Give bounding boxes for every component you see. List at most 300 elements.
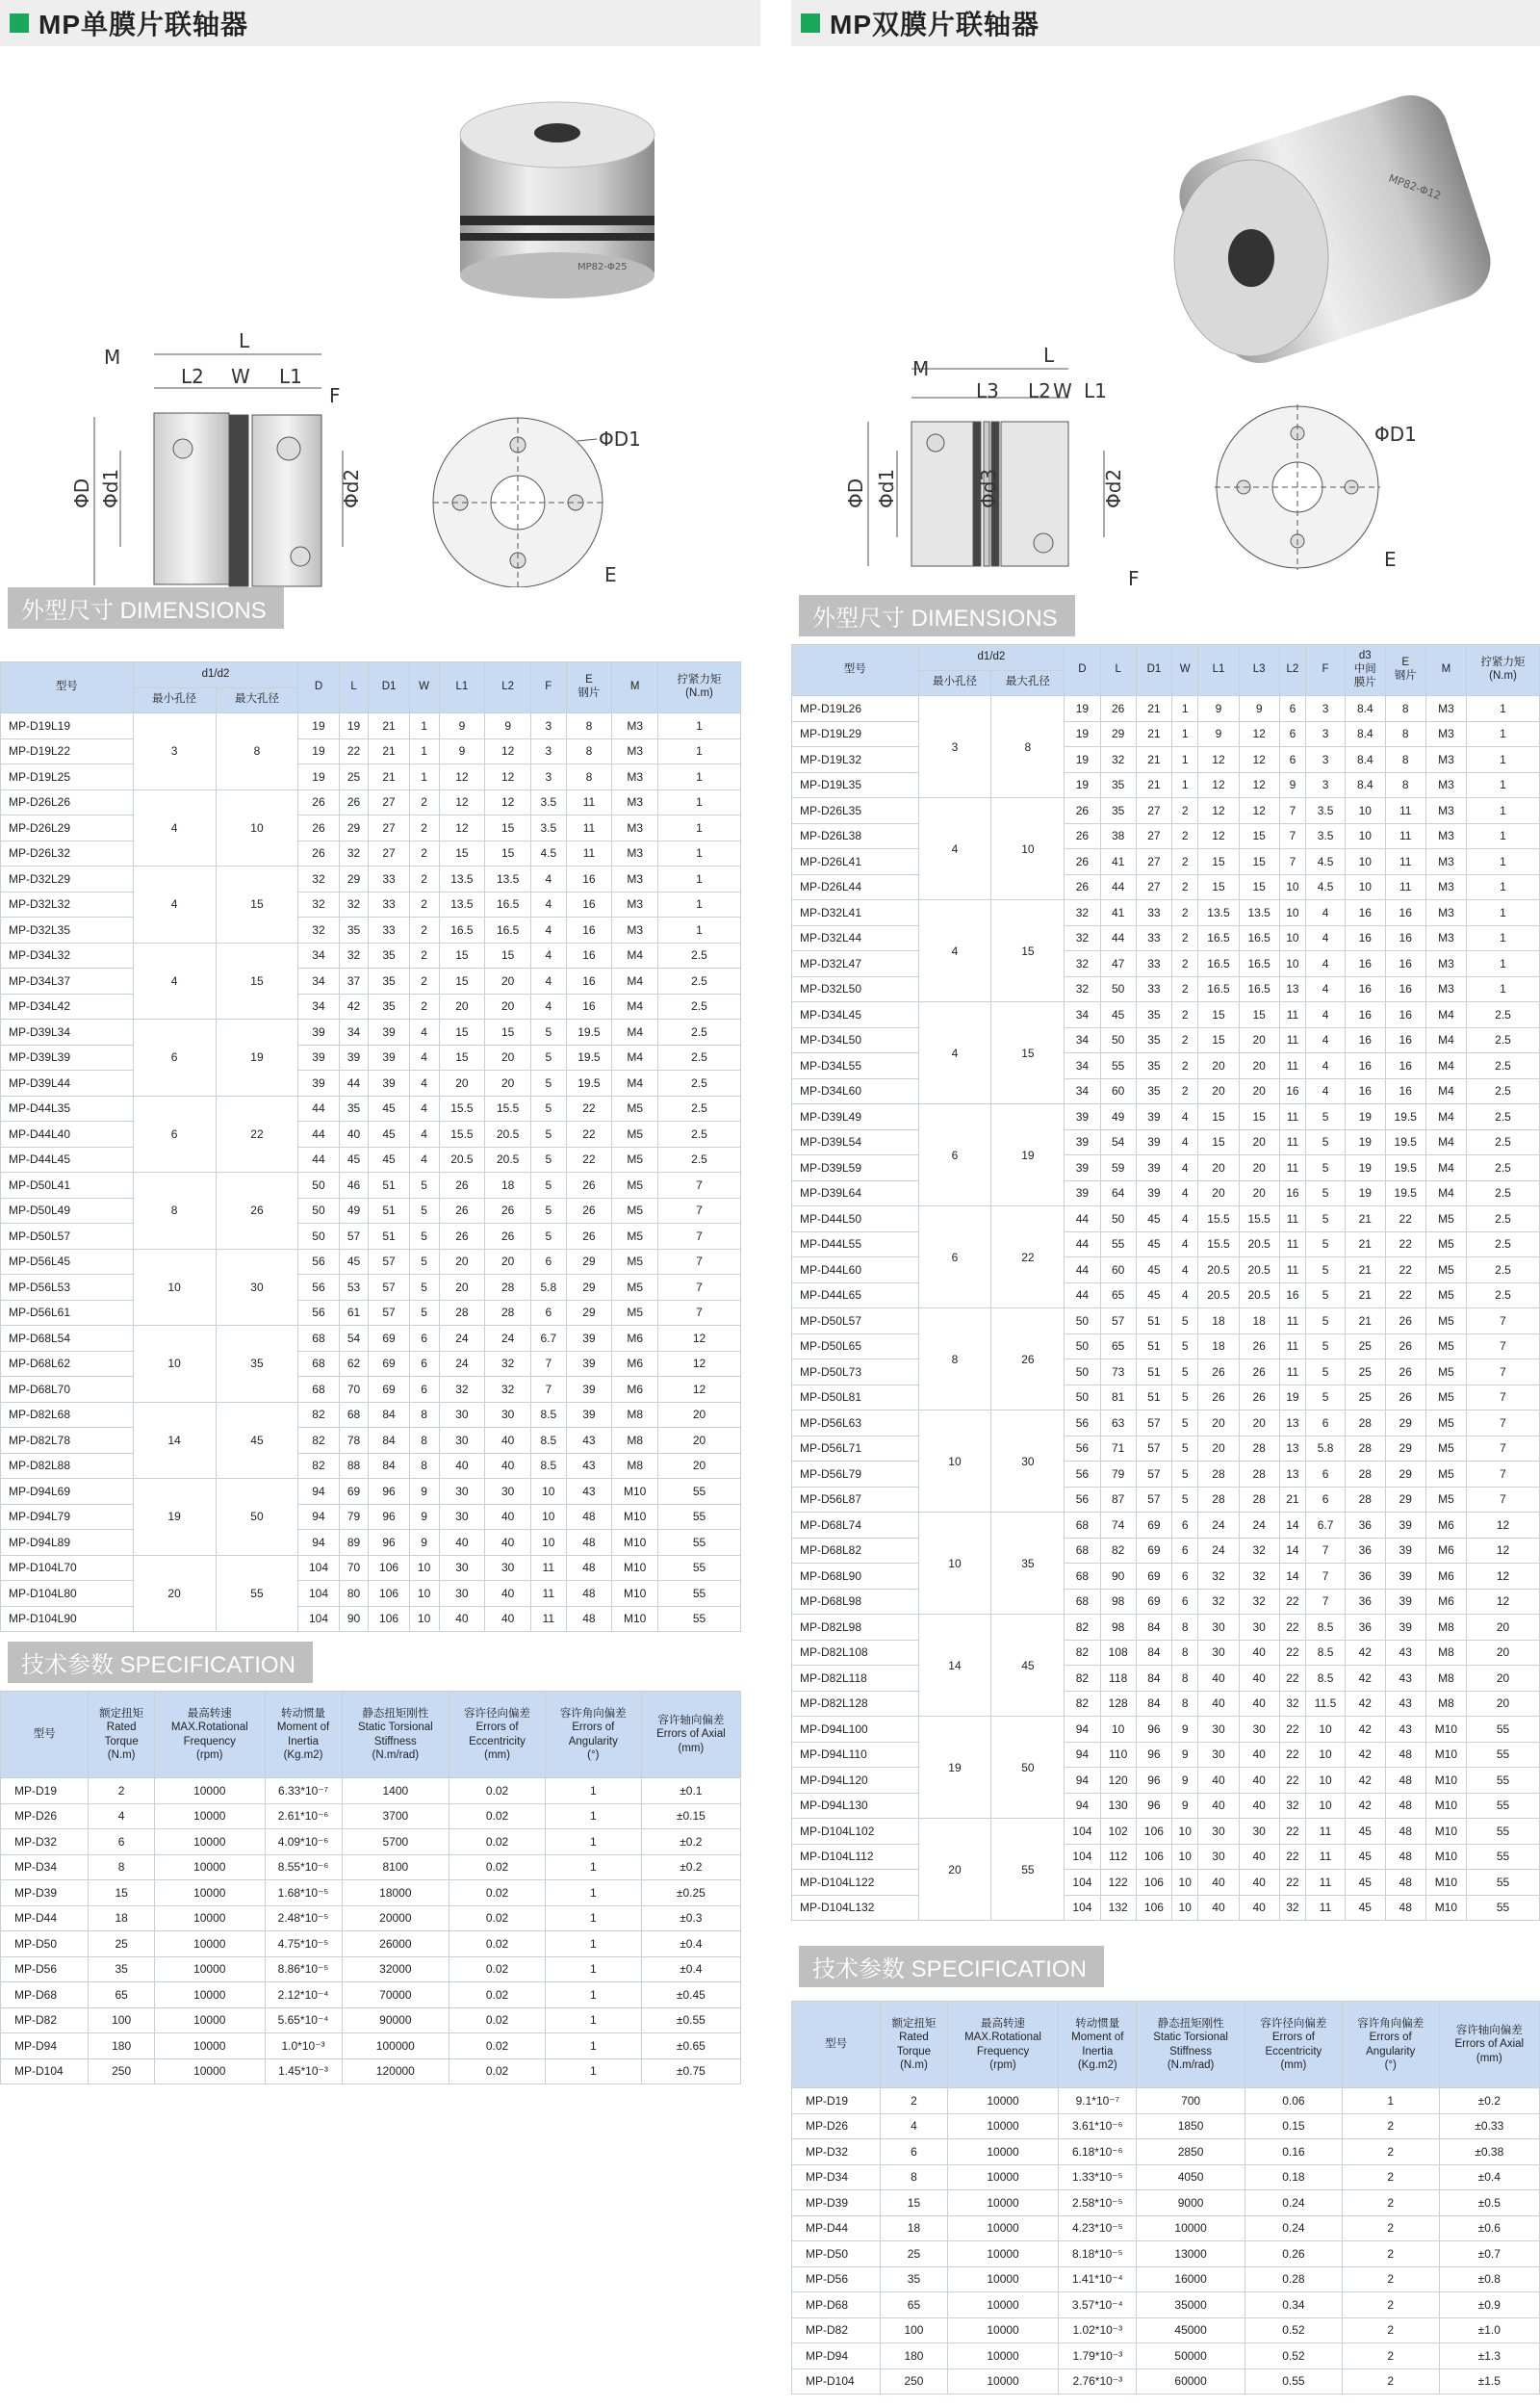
value-cell: 19 [298,764,339,790]
value-cell: 1400 [342,1778,449,1804]
value-cell: 13 [1279,1411,1305,1436]
value-cell: 12 [439,764,485,790]
value-cell: 1 [545,1854,641,1880]
value-cell: 2 [1342,2317,1439,2343]
table-row [792,1640,1540,1666]
value-cell: 19 [298,713,339,739]
value-cell: M3 [1425,849,1466,875]
value-cell: 19.5 [1385,1104,1425,1130]
value-cell: 34 [1065,1053,1100,1079]
value-cell: 2 [1172,798,1198,824]
value-cell: 68 [1065,1589,1100,1615]
value-cell: 7 [1467,1487,1540,1513]
value-cell: 16.5 [1198,951,1239,977]
header-model: 型号 [1,662,134,713]
value-cell: 48 [1385,1819,1425,1845]
header-cell: 静态扭矩刚性 Static Torsional Stiffness (N.m/rad) [342,1692,449,1778]
value-cell: 25 [881,2241,947,2267]
table-row [792,1742,1540,1768]
value-cell: 44 [1065,1257,1100,1283]
value-cell: 4 [409,1071,439,1097]
value-cell: 55 [658,1581,741,1607]
table-row [1,764,741,790]
model-cell: MP-D50 [1,1931,89,1957]
value-cell: 19 [1345,1155,1385,1181]
value-cell: 32 [298,867,339,893]
dim-label-F: F [1128,567,1140,590]
value-cell: 50 [1065,1308,1100,1334]
value-cell: 5 [1172,1333,1198,1359]
value-cell: 10 [1279,925,1305,951]
value-cell: 26 [1239,1385,1279,1411]
model-cell: MP-D32L35 [1,918,134,944]
table-row [1,1880,741,1906]
value-cell: 12 [1198,747,1239,773]
value-cell: 34 [1065,1078,1100,1104]
value-cell: 26 [1198,1385,1239,1411]
value-cell: 0.28 [1245,2266,1342,2292]
model-cell: MP-D32 [1,1829,89,1855]
table-row [792,1411,1540,1436]
value-cell: 48 [1385,1742,1425,1768]
value-cell: 110 [1100,1742,1136,1768]
value-cell: 106 [1136,1870,1171,1896]
value-cell: 20.5 [485,1122,531,1148]
table-row [792,721,1540,747]
value-cell: M4 [612,1071,658,1097]
value-cell: 12 [1239,772,1279,798]
value-cell: 50 [1065,1359,1100,1385]
model-cell: MP-D104L102 [792,1819,919,1845]
value-cell: M8 [612,1428,658,1454]
value-cell: 29 [566,1249,612,1275]
value-cell: M3 [1425,874,1466,900]
model-cell: MP-D26L44 [792,874,919,900]
model-cell: MP-D104L122 [792,1870,919,1896]
value-cell: 15 [1198,1027,1239,1053]
value-cell: 1 [1467,925,1540,951]
value-cell: 2 [1342,2343,1439,2369]
value-cell: 128 [1100,1691,1136,1717]
value-cell: 94 [1065,1768,1100,1794]
value-cell: 27 [369,815,409,841]
dim-label-d1: Φd1 [99,468,122,508]
value-cell: 96 [1136,1742,1171,1768]
value-cell: 10000 [155,1803,265,1829]
value-cell: 19.5 [566,1071,612,1097]
value-cell: ±0.65 [641,2033,740,2059]
value-cell: 39 [298,1020,339,1046]
value-cell: 55 [1467,1793,1540,1819]
table-row [792,1564,1540,1590]
dimensions-title: 外型尺寸 DIMENSIONS [799,595,1075,636]
bore-min-cell: 4 [133,789,216,867]
value-cell: 120000 [342,2058,449,2084]
value-cell: 15.5 [439,1122,485,1148]
value-cell: 700 [1137,2088,1245,2114]
value-cell: ±0.2 [641,1829,740,1855]
value-cell: ±1.3 [1439,2343,1539,2369]
value-cell: 1 [658,764,741,790]
value-cell: 42 [1345,1640,1385,1666]
bore-max-cell: 55 [216,1555,298,1632]
table-row [1,1071,741,1097]
value-cell: 16 [1345,900,1385,926]
value-cell: 8.5 [1306,1666,1346,1692]
dim-label-L1: L1 [1084,379,1107,402]
value-cell: 55 [1467,1819,1540,1845]
value-cell: 1.68*10⁻⁵ [265,1880,342,1906]
value-cell: 39 [566,1326,612,1352]
value-cell: 71 [1100,1436,1136,1462]
value-cell: 10000 [155,2033,265,2059]
model-cell: MP-D44 [1,1905,89,1931]
value-cell: 4 [1306,900,1346,926]
value-cell: 45 [369,1096,409,1122]
value-cell: 12 [1239,721,1279,747]
value-cell: 3 [1306,696,1346,722]
value-cell: 29 [566,1275,612,1301]
value-cell: 1 [545,1905,641,1931]
value-cell: 55 [1467,1870,1540,1896]
value-cell: 112 [1100,1844,1136,1870]
value-cell: 6 [1306,1462,1346,1488]
value-cell: 74 [1100,1513,1136,1539]
value-cell: 15 [1198,849,1239,875]
value-cell: 37 [339,969,369,995]
value-cell: 4 [409,1147,439,1173]
bore-min-cell: 14 [918,1615,991,1717]
value-cell: 57 [369,1249,409,1275]
specification-section [791,1946,1540,2394]
value-cell: 69 [1136,1513,1171,1539]
value-cell: 104 [298,1555,339,1581]
value-cell: 32 [1279,1793,1305,1819]
model-cell: MP-D44L60 [792,1257,919,1283]
header-cell: 型号 [1,1692,89,1778]
value-cell: 4 [1172,1180,1198,1206]
table-row [1,789,741,815]
value-cell: ±1.0 [1439,2317,1539,2343]
value-cell: 40 [1198,1691,1239,1717]
value-cell: 0.02 [449,1982,546,2008]
value-cell: 34 [298,943,339,969]
value-cell: 5 [1306,1206,1346,1232]
value-cell: M4 [612,1020,658,1046]
value-cell: 5 [1306,1155,1346,1181]
value-cell: 2.58*10⁻⁵ [1059,2190,1137,2216]
value-cell: 9 [1279,772,1305,798]
value-cell: 4 [1306,951,1346,977]
value-cell: 14 [1279,1513,1305,1539]
value-cell: M3 [1425,925,1466,951]
value-cell: 18 [1198,1308,1239,1334]
table-row [792,1691,1540,1717]
value-cell: 7 [658,1249,741,1275]
model-cell: MP-D44L35 [1,1096,134,1122]
table-row [1,1956,741,1982]
model-cell: MP-D50L49 [1,1198,134,1224]
value-cell: 4 [881,2113,947,2139]
value-cell: 44 [339,1071,369,1097]
coupling-photo [1169,86,1501,374]
value-cell: 5 [531,1147,567,1173]
value-cell: 73 [1100,1359,1136,1385]
value-cell: 104 [1065,1895,1100,1921]
value-cell: M3 [1425,747,1466,773]
value-cell: 12 [658,1326,741,1352]
value-cell: 10000 [947,2241,1059,2267]
value-cell: 20.5 [439,1147,485,1173]
dim-label-M: M [104,346,121,369]
header-cell: d3 中间 膜片 [1345,645,1385,696]
value-cell: 2 [881,2088,947,2114]
value-cell: 180 [881,2343,947,2369]
table-row [792,1462,1540,1488]
value-cell: M4 [1425,1180,1466,1206]
value-cell: 22 [1385,1231,1425,1257]
value-cell: 50000 [1137,2343,1245,2369]
bore-min-cell: 6 [918,1206,991,1308]
model-cell: MP-D19 [1,1778,89,1804]
value-cell: 35 [369,994,409,1020]
value-cell: 57 [369,1275,409,1301]
value-cell: M8 [1425,1615,1466,1641]
value-cell: 2 [1342,2139,1439,2165]
bore-min-cell: 6 [133,1096,216,1173]
value-cell: M5 [1425,1359,1466,1385]
model-cell: MP-D82L118 [792,1666,919,1692]
value-cell: 2 [1172,976,1198,1002]
value-cell: 15 [1239,1104,1279,1130]
value-cell: 20 [1467,1640,1540,1666]
value-cell: 7 [658,1300,741,1326]
value-cell: 19 [1065,772,1100,798]
table-row [792,874,1540,900]
table-row [792,1359,1540,1385]
value-cell: 22 [1279,1819,1305,1845]
value-cell: 28 [485,1300,531,1326]
value-cell: 22 [1279,1844,1305,1870]
value-cell: 30 [485,1555,531,1581]
value-cell: 22 [566,1122,612,1148]
value-cell: 12 [439,789,485,815]
coupling-drawing [791,46,1540,595]
value-cell: 0.02 [449,1931,546,1957]
value-cell: 8.5 [1306,1640,1346,1666]
value-cell: ±0.15 [641,1803,740,1829]
value-cell: 5 [531,1198,567,1224]
value-cell: 6.18*10⁻⁶ [1059,2139,1137,2165]
model-cell: MP-D56L63 [792,1411,919,1436]
value-cell: 82 [298,1402,339,1428]
value-cell: 7 [1279,798,1305,824]
model-cell: MP-D50L57 [792,1308,919,1334]
value-cell: 0.02 [449,1778,546,1804]
value-cell: 16000 [1137,2266,1245,2292]
table-row [1,1778,741,1804]
value-cell: 98 [1100,1589,1136,1615]
value-cell: 13 [1279,976,1305,1002]
model-cell: MP-D56L45 [1,1249,134,1275]
model-cell: MP-D44 [792,2215,881,2241]
value-cell: 2.5 [1467,1257,1540,1283]
table-row [792,1589,1540,1615]
header-cell: 容许角向偏差 Errors of Angularity (°) [1342,2002,1439,2088]
model-cell: MP-D32L29 [1,867,134,893]
value-cell: 16 [1385,1002,1425,1028]
value-cell: 100000 [342,2033,449,2059]
value-cell: 24 [1198,1538,1239,1564]
bore-max-cell: 45 [216,1402,298,1479]
header-cell: L [1100,645,1136,696]
table-row [1,1479,741,1505]
value-cell: 40 [1239,1640,1279,1666]
model-cell: MP-D26 [792,2113,881,2139]
value-cell: 20.5 [485,1147,531,1173]
value-cell: 8 [566,713,612,739]
value-cell: M10 [1425,1768,1466,1794]
bore-max-cell: 26 [991,1308,1065,1411]
table-row [792,1436,1540,1462]
model-cell: MP-D104L90 [1,1606,134,1632]
value-cell: 0.34 [1245,2292,1342,2318]
value-cell: 45 [1136,1282,1171,1308]
value-cell: 2 [89,1778,155,1804]
bore-min-cell: 4 [918,900,991,1002]
value-cell: 4 [1172,1257,1198,1283]
dim-label-L2: L2 [1028,379,1051,402]
dim-label-d1: Φd1 [875,468,898,508]
value-cell: M5 [612,1249,658,1275]
value-cell: 54 [339,1326,369,1352]
value-cell: 104 [1065,1870,1100,1896]
value-cell: 0.16 [1245,2139,1342,2165]
model-cell: MP-D39L64 [792,1180,919,1206]
bore-max-cell: 55 [991,1819,1065,1921]
value-cell: 7 [1467,1385,1540,1411]
table-row [792,2343,1540,2369]
value-cell: 87 [1100,1487,1136,1513]
value-cell: 60 [1100,1257,1136,1283]
value-cell: 81 [1100,1385,1136,1411]
value-cell: 6 [409,1351,439,1377]
value-cell: 55 [658,1606,741,1632]
value-cell: 8100 [342,1854,449,1880]
value-cell: 10000 [155,1880,265,1906]
value-cell: 41 [1100,900,1136,926]
table-row [1,1326,741,1352]
value-cell: 12 [1198,798,1239,824]
value-cell: 20 [1198,1180,1239,1206]
value-cell: 40 [1198,1768,1239,1794]
value-cell: 15 [485,815,531,841]
value-cell: 5 [1306,1359,1346,1385]
value-cell: 5 [409,1198,439,1224]
table-row [792,2139,1540,2165]
value-cell: 4 [1172,1231,1198,1257]
value-cell: 29 [339,815,369,841]
value-cell: 5 [1306,1180,1346,1206]
model-cell: MP-D94L79 [1,1504,134,1530]
value-cell: 28 [1345,1462,1385,1488]
value-cell: 48 [1385,1844,1425,1870]
value-cell: 96 [1136,1717,1171,1743]
value-cell: 96 [369,1504,409,1530]
header-cell: 最高转速 MAX.Rotational Frequency (rpm) [155,1692,265,1778]
value-cell: 26 [1385,1385,1425,1411]
value-cell: 94 [1065,1742,1100,1768]
model-cell: MP-D82L88 [1,1453,134,1479]
value-cell: 20.5 [1239,1257,1279,1283]
value-cell: 10000 [947,2113,1059,2139]
header-cell: L [339,662,369,713]
model-cell: MP-D82 [1,2007,89,2033]
table-row [792,1002,1540,1028]
value-cell: 11 [1385,823,1425,849]
value-cell: 0.15 [1245,2113,1342,2139]
bore-max-cell: 26 [216,1173,298,1250]
value-cell: 1 [545,1803,641,1829]
value-cell: 10 [409,1581,439,1607]
value-cell: 11 [1385,798,1425,824]
value-cell: 63 [1100,1411,1136,1436]
value-cell: 22 [1279,1742,1305,1768]
model-cell: MP-D39L59 [792,1155,919,1181]
value-cell: 39 [1385,1564,1425,1590]
value-cell: 39 [1136,1155,1171,1181]
value-cell: 34 [1065,1002,1100,1028]
value-cell: 26 [439,1173,485,1199]
value-cell: 19.5 [1385,1180,1425,1206]
value-cell: 5 [1306,1333,1346,1359]
value-cell: M5 [612,1300,658,1326]
value-cell: 3 [1306,772,1346,798]
value-cell: 59 [1100,1155,1136,1181]
value-cell: 6 [531,1300,567,1326]
value-cell: 15 [1239,849,1279,875]
value-cell: 32 [1198,1564,1239,1590]
dim-label-L2: L2 [181,365,204,388]
value-cell: 32 [1239,1564,1279,1590]
bore-max-cell: 10 [216,789,298,867]
value-cell: 6 [1279,721,1305,747]
header-cell: L1 [439,662,485,713]
bullet-square-icon [801,13,820,33]
value-cell: 15 [439,943,485,969]
value-cell: 54 [1100,1129,1136,1155]
value-cell: 1.02*10⁻³ [1059,2317,1137,2343]
model-cell: MP-D68L62 [1,1351,134,1377]
value-cell: M3 [612,789,658,815]
bore-max-cell: 30 [216,1249,298,1326]
value-cell: M5 [1425,1206,1466,1232]
value-cell: 82 [298,1428,339,1454]
value-cell: M4 [612,994,658,1020]
table-row [1,1854,741,1880]
value-cell: 9 [1172,1742,1198,1768]
value-cell: 10 [1172,1895,1198,1921]
model-cell: MP-D94 [1,2033,89,2059]
value-cell: 104 [1065,1819,1100,1845]
value-cell: 1 [1467,976,1540,1002]
value-cell: 15.5 [1198,1231,1239,1257]
value-cell: 10 [1345,849,1385,875]
value-cell: 10000 [947,2317,1059,2343]
value-cell: 33 [1136,976,1171,1002]
value-cell: 16.5 [439,918,485,944]
dim-label-OD: ΦD [844,478,867,508]
